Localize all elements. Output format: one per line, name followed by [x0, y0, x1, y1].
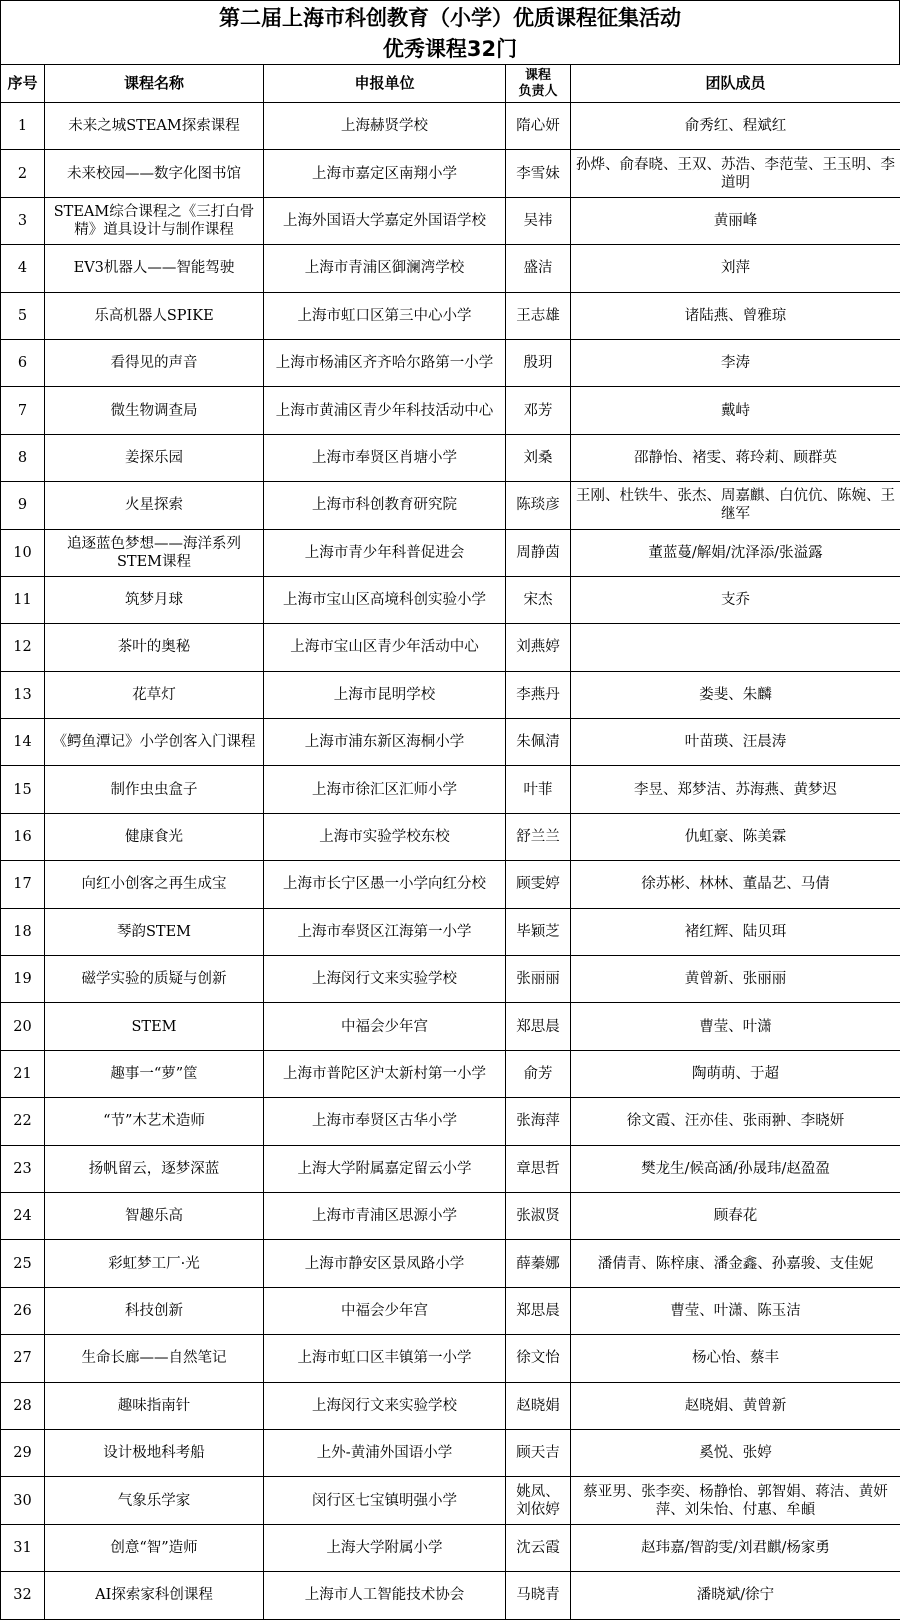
applicant-unit-cell: 闵行区七宝镇明强小学	[264, 1477, 506, 1524]
applicant-unit-cell: 上海市奉贤区古华小学	[264, 1098, 506, 1145]
table-row	[1, 1477, 900, 1524]
row-number-cell: 24	[1, 1192, 45, 1239]
course-name-cell: 火星探索	[45, 482, 264, 529]
team-members-cell: 诸陆燕、曾雅琼	[571, 292, 900, 339]
table-body	[1, 103, 900, 1620]
course-leader-cell: 刘桑	[506, 434, 571, 481]
team-members-cell: 叶苗瑛、汪晨涛	[571, 719, 900, 766]
header-course-leader: 课程 负责人	[506, 65, 571, 103]
applicant-unit-cell: 上海市普陀区沪太新村第一小学	[264, 1050, 506, 1097]
course-leader-cell: 张海萍	[506, 1098, 571, 1145]
team-members-cell: 徐文霞、汪亦佳、张雨翀、李晓妍	[571, 1098, 900, 1145]
table-row	[1, 1572, 900, 1619]
team-members-cell: 邵静怡、褚雯、蒋玲莉、顾群英	[571, 434, 900, 481]
course-name-cell: AI探索家科创课程	[45, 1572, 264, 1619]
team-members-cell: 戴峙	[571, 387, 900, 434]
course-name-cell: 科技创新	[45, 1287, 264, 1334]
row-number-cell: 16	[1, 813, 45, 860]
course-name-cell: STEAM综合课程之《三打白骨精》道具设计与制作课程	[45, 197, 264, 244]
team-members-cell: 顾春花	[571, 1192, 900, 1239]
table-row	[1, 671, 900, 718]
applicant-unit-cell: 上海市奉贤区江海第一小学	[264, 908, 506, 955]
course-leader-cell: 盛洁	[506, 245, 571, 292]
row-number-cell: 30	[1, 1477, 45, 1524]
course-leader-cell: 姚凤、刘依婷	[506, 1477, 571, 1524]
course-name-cell: 趣事一“萝”筐	[45, 1050, 264, 1097]
team-members-cell: 仇虹豪、陈美霖	[571, 813, 900, 860]
applicant-unit-cell: 上海市人工智能技术协会	[264, 1572, 506, 1619]
team-members-cell: 黄曾新、张丽丽	[571, 956, 900, 1003]
row-number-cell: 21	[1, 1050, 45, 1097]
table-row	[1, 434, 900, 481]
course-name-cell: 《鳄鱼潭记》小学创客入门课程	[45, 719, 264, 766]
header-applicant-unit: 申报单位	[264, 65, 506, 103]
team-members-cell: 支乔	[571, 576, 900, 623]
table-row	[1, 1335, 900, 1382]
applicant-unit-cell: 中福会少年宫	[264, 1003, 506, 1050]
table-row	[1, 292, 900, 339]
team-members-cell: 孙烨、俞春晓、王双、苏浩、李范莹、王玉明、李道明	[571, 150, 900, 197]
row-number-cell: 28	[1, 1382, 45, 1429]
course-leader-cell: 舒兰兰	[506, 813, 571, 860]
applicant-unit-cell: 上海市浦东新区海桐小学	[264, 719, 506, 766]
course-leader-cell: 沈云霞	[506, 1524, 571, 1571]
row-number-cell: 18	[1, 908, 45, 955]
applicant-unit-cell: 上海市科创教育研究院	[264, 482, 506, 529]
course-leader-cell: 隋心妍	[506, 103, 571, 150]
row-number-cell: 19	[1, 956, 45, 1003]
course-leader-cell: 张丽丽	[506, 956, 571, 1003]
table-row	[1, 908, 900, 955]
applicant-unit-cell: 上海市虹口区第三中心小学	[264, 292, 506, 339]
course-name-cell: 乐高机器人SPIKE	[45, 292, 264, 339]
table-row	[1, 1145, 900, 1192]
applicant-unit-cell: 上海大学附属小学	[264, 1524, 506, 1571]
row-number-cell: 2	[1, 150, 45, 197]
table-row	[1, 1524, 900, 1571]
team-members-cell: 曹莹、叶潇、陈玉洁	[571, 1287, 900, 1334]
team-members-cell: 曹莹、叶潇	[571, 1003, 900, 1050]
team-members-cell: 徐苏彬、林林、董晶艺、马倩	[571, 861, 900, 908]
row-number-cell: 9	[1, 482, 45, 529]
course-leader-cell: 徐文怡	[506, 1335, 571, 1382]
table-row	[1, 1240, 900, 1287]
header-no: 序号	[1, 65, 45, 103]
team-members-cell: 樊龙生/候高涵/孙晟玮/赵盈盈	[571, 1145, 900, 1192]
table-row	[1, 245, 900, 292]
team-members-cell: 俞秀红、程斌红	[571, 103, 900, 150]
course-leader-cell: 叶菲	[506, 766, 571, 813]
header-course-name: 课程名称	[45, 65, 264, 103]
course-name-cell: 气象乐学家	[45, 1477, 264, 1524]
applicant-unit-cell: 上海市奉贤区肖塘小学	[264, 434, 506, 481]
applicant-unit-cell: 上海市虹口区丰镇第一小学	[264, 1335, 506, 1382]
table-row	[1, 150, 900, 197]
course-name-cell: 磁学实验的质疑与创新	[45, 956, 264, 1003]
table-row	[1, 1382, 900, 1429]
team-members-cell: 李昱、郑梦洁、苏海燕、黄梦迟	[571, 766, 900, 813]
course-name-cell: 健康食光	[45, 813, 264, 860]
course-leader-cell: 吴祎	[506, 197, 571, 244]
applicant-unit-cell: 上海闵行文来实验学校	[264, 1382, 506, 1429]
course-name-cell: 未来校园——数字化图书馆	[45, 150, 264, 197]
course-name-cell: 追逐蓝色梦想——海洋系列STEM课程	[45, 529, 264, 576]
course-name-cell: “节”木艺术造师	[45, 1098, 264, 1145]
table-row	[1, 387, 900, 434]
table-row	[1, 1098, 900, 1145]
title-line-1: 第二届上海市科创教育（小学）优质课程征集活动	[219, 6, 681, 30]
course-name-cell: 创意“智”造师	[45, 1524, 264, 1571]
table-row	[1, 861, 900, 908]
applicant-unit-cell: 上海闵行文来实验学校	[264, 956, 506, 1003]
course-leader-cell: 李雪妹	[506, 150, 571, 197]
applicant-unit-cell: 上海外国语大学嘉定外国语学校	[264, 197, 506, 244]
course-name-cell: 向红小创客之再生成宝	[45, 861, 264, 908]
row-number-cell: 27	[1, 1335, 45, 1382]
courses-table	[0, 64, 900, 1620]
course-leader-cell: 李燕丹	[506, 671, 571, 718]
course-name-cell: 制作虫虫盒子	[45, 766, 264, 813]
course-name-cell: 趣味指南针	[45, 1382, 264, 1429]
row-number-cell: 25	[1, 1240, 45, 1287]
table-row	[1, 1003, 900, 1050]
course-name-cell: 花草灯	[45, 671, 264, 718]
table-row	[1, 1429, 900, 1476]
applicant-unit-cell: 上海市黄浦区青少年科技活动中心	[264, 387, 506, 434]
row-number-cell: 17	[1, 861, 45, 908]
course-leader-cell: 郑思晨	[506, 1003, 571, 1050]
row-number-cell: 15	[1, 766, 45, 813]
row-number-cell: 11	[1, 576, 45, 623]
applicant-unit-cell: 上海市徐汇区汇师小学	[264, 766, 506, 813]
course-leader-cell: 郑思晨	[506, 1287, 571, 1334]
team-members-cell: 黄丽峰	[571, 197, 900, 244]
row-number-cell: 8	[1, 434, 45, 481]
applicant-unit-cell: 上海市昆明学校	[264, 671, 506, 718]
course-leader-cell: 薛蓁娜	[506, 1240, 571, 1287]
title-line-2: 优秀课程32门	[382, 37, 518, 61]
course-leader-cell: 刘燕婷	[506, 624, 571, 671]
table-row	[1, 624, 900, 671]
applicant-unit-cell: 上海市杨浦区齐齐哈尔路第一小学	[264, 339, 506, 386]
row-number-cell: 29	[1, 1429, 45, 1476]
row-number-cell: 12	[1, 624, 45, 671]
team-members-cell: 潘倩青、陈梓康、潘金鑫、孙嘉骏、支佳妮	[571, 1240, 900, 1287]
applicant-unit-cell: 上海大学附属嘉定留云小学	[264, 1145, 506, 1192]
course-name-cell: 琴韵STEM	[45, 908, 264, 955]
table-row	[1, 1287, 900, 1334]
team-members-cell: 奚悦、张婷	[571, 1429, 900, 1476]
applicant-unit-cell: 中福会少年宫	[264, 1287, 506, 1334]
table-row	[1, 339, 900, 386]
course-leader-cell: 张淑贤	[506, 1192, 571, 1239]
course-leader-cell: 毕颖芝	[506, 908, 571, 955]
applicant-unit-cell: 上海市青少年科普促进会	[264, 529, 506, 576]
applicant-unit-cell: 上海市嘉定区南翔小学	[264, 150, 506, 197]
row-number-cell: 6	[1, 339, 45, 386]
applicant-unit-cell: 上海市青浦区思源小学	[264, 1192, 506, 1239]
team-members-cell: 蔡亚男、张李奕、杨静怡、郭智娟、蒋洁、黄妍萍、刘朱怡、付惠、牟頔	[571, 1477, 900, 1524]
applicant-unit-cell: 上海市宝山区青少年活动中心	[264, 624, 506, 671]
row-number-cell: 7	[1, 387, 45, 434]
row-number-cell: 23	[1, 1145, 45, 1192]
applicant-unit-cell: 上外-黄浦外国语小学	[264, 1429, 506, 1476]
team-members-cell: 娄斐、朱麟	[571, 671, 900, 718]
row-number-cell: 10	[1, 529, 45, 576]
course-name-cell: 扬帆留云，逐梦深蓝	[45, 1145, 264, 1192]
applicant-unit-cell: 上海赫贤学校	[264, 103, 506, 150]
team-members-cell: 褚红辉、陆贝珥	[571, 908, 900, 955]
course-name-cell: 筑梦月球	[45, 576, 264, 623]
course-leader-cell: 顾天吉	[506, 1429, 571, 1476]
course-name-cell: 设计极地科考船	[45, 1429, 264, 1476]
header-team-members: 团队成员	[571, 65, 900, 103]
team-members-cell: 董蓝蔓/解娟/沈泽添/张溢露	[571, 529, 900, 576]
row-number-cell: 4	[1, 245, 45, 292]
team-members-cell: 李涛	[571, 339, 900, 386]
course-leader-cell: 章思哲	[506, 1145, 571, 1192]
table-header-row	[1, 65, 900, 103]
row-number-cell: 14	[1, 719, 45, 766]
applicant-unit-cell: 上海市长宁区愚一小学向红分校	[264, 861, 506, 908]
table-row	[1, 103, 900, 150]
row-number-cell: 1	[1, 103, 45, 150]
team-members-cell: 刘萍	[571, 245, 900, 292]
row-number-cell: 26	[1, 1287, 45, 1334]
course-leader-cell: 陈琰彦	[506, 482, 571, 529]
team-members-cell: 赵晓娟、黄曾新	[571, 1382, 900, 1429]
table-row	[1, 956, 900, 1003]
course-name-cell: 微生物调查局	[45, 387, 264, 434]
table-row	[1, 1192, 900, 1239]
course-name-cell: STEM	[45, 1003, 264, 1050]
applicant-unit-cell: 上海市青浦区御澜湾学校	[264, 245, 506, 292]
row-number-cell: 3	[1, 197, 45, 244]
team-members-cell: 赵玮嘉/智韵雯/刘君麒/杨家勇	[571, 1524, 900, 1571]
team-members-cell: 王刚、杜铁牛、张杰、周嘉麒、白伉伉、陈婉、王继军	[571, 482, 900, 529]
course-leader-cell: 殷玥	[506, 339, 571, 386]
course-leader-cell: 俞芳	[506, 1050, 571, 1097]
course-name-cell: 未来之城STEAM探索课程	[45, 103, 264, 150]
table-row	[1, 1050, 900, 1097]
table-row	[1, 813, 900, 860]
course-name-cell: 茶叶的奥秘	[45, 624, 264, 671]
course-name-cell: 姜探乐园	[45, 434, 264, 481]
table-row	[1, 766, 900, 813]
applicant-unit-cell: 上海市静安区景凤路小学	[264, 1240, 506, 1287]
course-leader-cell: 周静茵	[506, 529, 571, 576]
row-number-cell: 5	[1, 292, 45, 339]
table-row	[1, 529, 900, 576]
row-number-cell: 22	[1, 1098, 45, 1145]
course-name-cell: 智趣乐高	[45, 1192, 264, 1239]
table-row	[1, 197, 900, 244]
course-leader-cell: 赵晓娟	[506, 1382, 571, 1429]
row-number-cell: 31	[1, 1524, 45, 1571]
course-leader-cell: 邓芳	[506, 387, 571, 434]
row-number-cell: 20	[1, 1003, 45, 1050]
course-leader-cell: 马晓青	[506, 1572, 571, 1619]
course-name-cell: 彩虹梦工厂·光	[45, 1240, 264, 1287]
course-name-cell: 生命长廊——自然笔记	[45, 1335, 264, 1382]
course-leader-cell: 顾雯婷	[506, 861, 571, 908]
course-leader-cell: 朱佩清	[506, 719, 571, 766]
row-number-cell: 32	[1, 1572, 45, 1619]
team-members-cell	[571, 624, 900, 671]
course-leader-cell: 宋杰	[506, 576, 571, 623]
team-members-cell: 陶萌萌、于超	[571, 1050, 900, 1097]
document-title	[0, 0, 900, 64]
table-row	[1, 719, 900, 766]
applicant-unit-cell: 上海市实验学校东校	[264, 813, 506, 860]
table-row	[1, 482, 900, 529]
team-members-cell: 潘晓斌/徐宁	[571, 1572, 900, 1619]
course-leader-cell: 王志雄	[506, 292, 571, 339]
team-members-cell: 杨心怡、蔡丰	[571, 1335, 900, 1382]
row-number-cell: 13	[1, 671, 45, 718]
course-name-cell: EV3机器人——智能驾驶	[45, 245, 264, 292]
course-name-cell: 看得见的声音	[45, 339, 264, 386]
table-row	[1, 576, 900, 623]
applicant-unit-cell: 上海市宝山区高境科创实验小学	[264, 576, 506, 623]
